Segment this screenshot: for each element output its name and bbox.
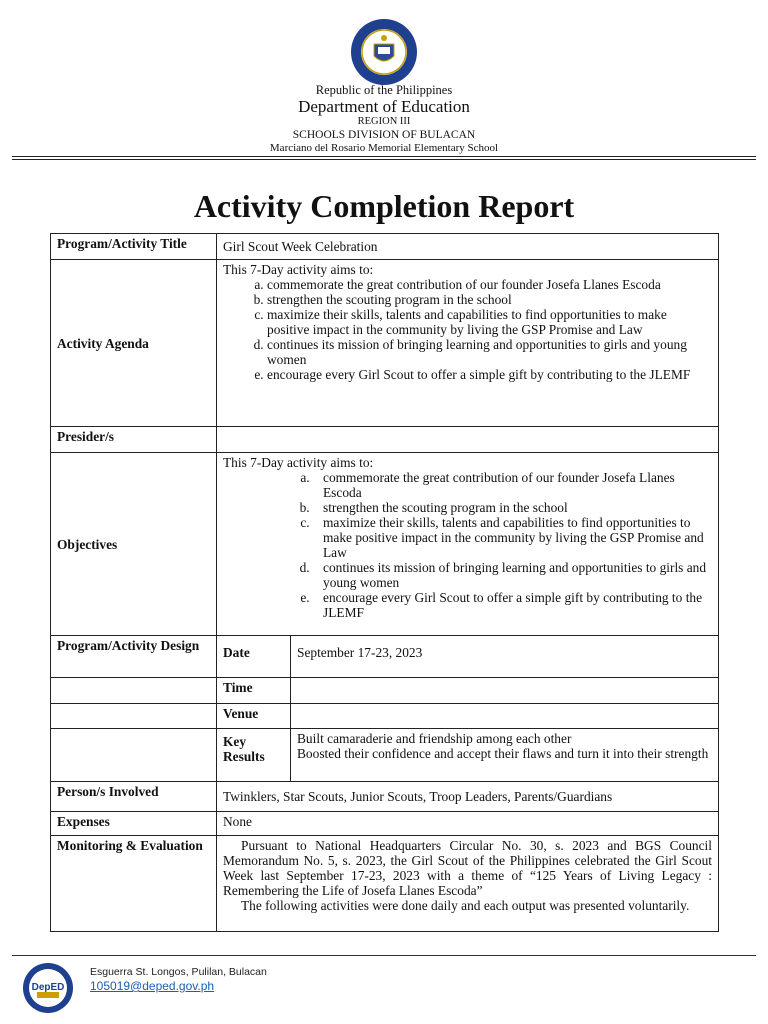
header-divider [12, 156, 756, 157]
presiders-label: Presider/s [51, 427, 217, 453]
presiders-value [217, 427, 719, 453]
program-title-value: Girl Scout Week Celebration [217, 234, 719, 260]
agenda-item: d. continues its mission of bringing learning and opportunities to girls and young women [267, 337, 712, 367]
empty-cell [51, 729, 217, 782]
monitoring-label: Monitoring & Evaluation [51, 836, 217, 932]
agenda-list [223, 277, 712, 382]
time-value [291, 678, 719, 704]
objective-item: b. strengthen the scouting program in the school [313, 500, 712, 515]
row-activity-agenda [51, 260, 719, 427]
venue-value [291, 704, 719, 729]
objectives-content [217, 453, 719, 636]
deped-seal-logo [350, 18, 418, 86]
header-school: Marciano del Rosario Memorial Elementary School [269, 142, 499, 154]
header-division: SCHOOLS DIVISION OF BULACAN [292, 129, 476, 141]
date-label: Date [217, 636, 291, 678]
row-program-title [51, 234, 719, 260]
date-value: September 17-23, 2023 [291, 636, 719, 678]
row-design-date [51, 636, 719, 678]
program-title-label: Program/Activity Title [51, 234, 217, 260]
footer-logo-text: DepED [31, 982, 65, 993]
agenda-label: Activity Agenda [51, 260, 217, 427]
agenda-item: b. strengthen the scouting program in the school [267, 292, 712, 307]
row-key-results [51, 729, 719, 782]
expenses-label: Expenses [51, 812, 217, 836]
report-title: Activity Completion Report [193, 188, 575, 224]
agenda-item: c. maximize their skills, talents and capabilities to find opportunities to make positive impact in the community by living the GSP Promise and Law [267, 307, 712, 337]
expenses-value: None [217, 812, 719, 836]
key-results-content [291, 729, 719, 782]
monitoring-paragraph-1: Pursuant to National Headquarters Circular No. 30, s. 2023 and BGS Council Memorandum No. 5, s. 2023, the Girl Scout of the Philippines celebrated the Girl Scout Week last September 17-23, 2023 with a theme of “125 Years of Living Legacy : Remembering the Life of Josefa Llanes Escoda” [223, 838, 712, 898]
header-divider-thin [12, 159, 756, 160]
footer-email-link[interactable]: 105019@deped.gov.ph [90, 979, 215, 993]
monitoring-paragraph-2: The following activities were done daily and each output was presented voluntarily. [241, 898, 690, 913]
persons-label: Person/s Involved [51, 782, 217, 812]
persons-value: Twinklers, Star Scouts, Junior Scouts, Troop Leaders, Parents/Guardians [217, 782, 719, 812]
key-result-item: Built camaraderie and friendship among each other [297, 731, 572, 746]
agenda-item: e. encourage every Girl Scout to offer a simple gift by contributing to the JLEMF [267, 367, 712, 382]
header-department: Department of Education [298, 97, 470, 116]
objective-item: c. maximize their skills, talents and capabilities to find opportunities to make positive impact in the community by living the GSP Promise and Law [313, 515, 712, 560]
agenda-content [217, 260, 719, 427]
agenda-item: a. commemorate the great contribution of our founder Josefa Llanes Escoda [267, 277, 712, 292]
time-label: Time [217, 678, 291, 704]
deped-footer-logo [22, 962, 74, 1014]
report-table [50, 233, 719, 932]
design-label: Program/Activity Design [51, 636, 217, 678]
key-results-label: Key Results [217, 729, 291, 782]
row-objectives [51, 453, 719, 636]
row-time [51, 678, 719, 704]
header-region: REGION III [357, 116, 411, 127]
key-result-item: Boosted their confidence and accept their flaws and turn it into their strength [297, 746, 709, 761]
venue-label: Venue [217, 704, 291, 729]
objectives-intro: This 7-Day activity aims to: [223, 455, 374, 470]
objective-item: d. continues its mission of bringing learning and opportunities to girls and young women [313, 560, 712, 590]
row-venue [51, 704, 719, 729]
footer-address: Esguerra St. Longos, Pulilan, Bulacan [90, 966, 267, 978]
objective-item: e. encourage every Girl Scout to offer a simple gift by contributing to the JLEMF [313, 590, 712, 620]
empty-cell [51, 704, 217, 729]
row-expenses [51, 812, 719, 836]
monitoring-content [217, 836, 719, 932]
footer-divider [12, 955, 756, 956]
objectives-label: Objectives [51, 453, 217, 636]
empty-cell [51, 678, 217, 704]
row-presiders [51, 427, 719, 453]
header-republic: Republic of the Philippines [315, 83, 453, 97]
row-persons [51, 782, 719, 812]
objective-item: a. commemorate the great contribution of our founder Josefa Llanes Escoda [313, 470, 712, 500]
agenda-intro: This 7-Day activity aims to: [223, 262, 374, 277]
row-monitoring [51, 836, 719, 932]
objectives-list [223, 470, 712, 620]
